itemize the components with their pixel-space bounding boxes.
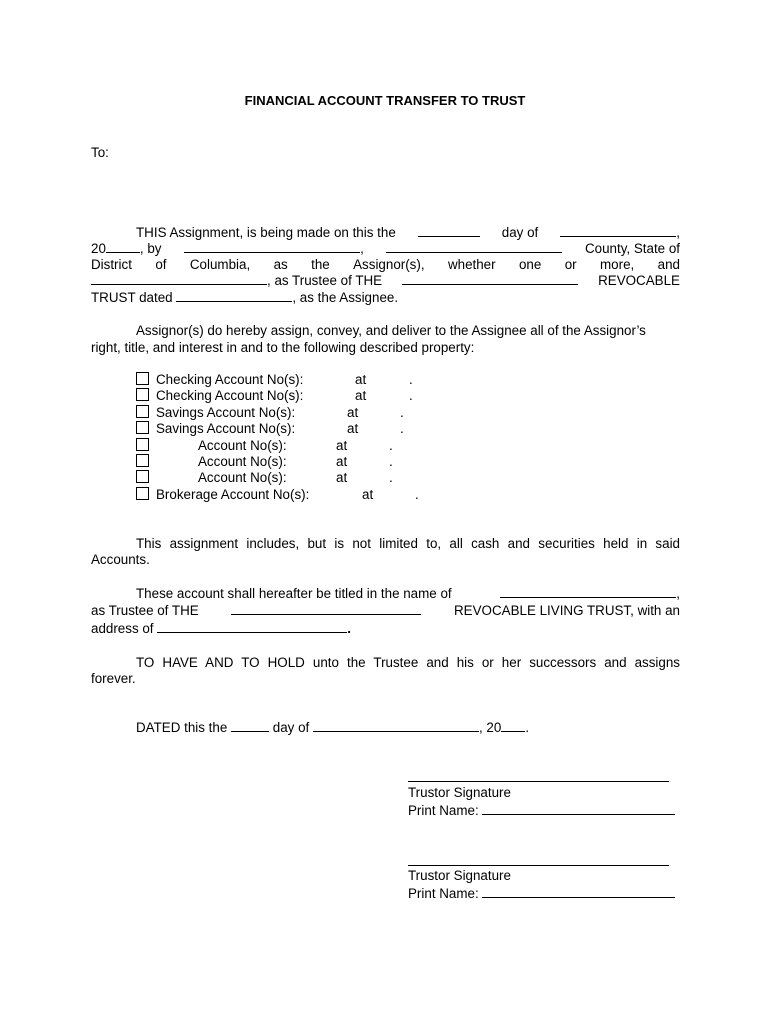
document-title: FINANCIAL ACCOUNT TRANSFER TO TRUST (244, 93, 526, 108)
print-name-1: Print Name: (408, 803, 675, 818)
assignment-line-4: , as Trustee of THE REVOCABLE (91, 273, 680, 288)
assignment-line-2: 20 , by , County, State of (91, 241, 680, 256)
account-label: Checking Account No(s): (156, 372, 304, 387)
dated-line: DATED this the day of , 20 . (136, 720, 530, 735)
month-blank[interactable] (560, 225, 676, 237)
print-name-blank-2[interactable] (482, 886, 675, 898)
signature-line-1[interactable] (408, 781, 669, 782)
assignment-line-1: THIS Assignment, is being made on this the day of , (136, 225, 680, 240)
habendum-line-2: forever. (91, 671, 136, 686)
checkbox-checking-1[interactable] (136, 372, 149, 385)
includes-para-line-1: This assignment includes, but is not limited to, all cash and securities held in said (136, 536, 680, 551)
signature-label-1: Trustor Signature (408, 785, 511, 800)
trust-name-blank[interactable] (402, 273, 578, 285)
checkbox-brokerage[interactable] (136, 487, 149, 500)
titled-line-1: These account shall hereafter be titled in the name of , (136, 586, 680, 601)
trust-name-blank-2[interactable] (231, 603, 421, 615)
title-name-blank[interactable] (500, 586, 676, 598)
titled-line-3: address of . (91, 621, 351, 636)
account-label: Brokerage Account No(s): (156, 487, 310, 502)
habendum-line-1: TO HAVE AND TO HOLD unto the Trustee and his or her successors and assigns (136, 655, 680, 670)
account-label: Savings Account No(s): (156, 405, 296, 420)
print-name-2: Print Name: (408, 886, 675, 901)
checkbox-account-2[interactable] (136, 454, 149, 467)
checkbox-savings-2[interactable] (136, 421, 149, 434)
account-label: Savings Account No(s): (156, 421, 296, 436)
titled-line-2: as Trustee of THE REVOCABLE LIVING TRUST, with an (91, 603, 680, 618)
account-label: Account No(s): (198, 454, 287, 469)
checkbox-account-1[interactable] (136, 438, 149, 451)
address-blank[interactable] (157, 621, 347, 633)
county-blank[interactable] (386, 241, 562, 253)
account-label: Checking Account No(s): (156, 388, 304, 403)
checkbox-savings-1[interactable] (136, 405, 149, 418)
trust-date-blank[interactable] (176, 290, 292, 302)
assignor-para-line-2: right, title, and interest in and to the following described property: (91, 340, 475, 355)
assignment-line-3: District of Columbia, as the Assignor(s), whether one or more, and (91, 257, 680, 272)
assignor-para-line-1: Assignor(s) do hereby assign, convey, and deliver to the Assignee all of the Assignor’s (136, 323, 646, 338)
dated-day-blank[interactable] (231, 720, 269, 732)
print-name-blank-1[interactable] (482, 803, 675, 815)
to-label: To: (91, 145, 109, 160)
trustee-name-blank[interactable] (91, 273, 267, 285)
dated-year-blank[interactable] (501, 720, 525, 732)
assignor-name-blank[interactable] (184, 241, 360, 253)
account-label: Account No(s): (198, 438, 287, 453)
dated-month-blank[interactable] (313, 720, 479, 732)
signature-line-2[interactable] (408, 865, 669, 866)
signature-label-2: Trustor Signature (408, 868, 511, 883)
day-blank[interactable] (418, 225, 480, 237)
year-blank[interactable] (106, 241, 140, 253)
checkbox-checking-2[interactable] (136, 388, 149, 401)
document-page: FINANCIAL ACCOUNT TRANSFER TO TRUST To: THIS Assignment, is being made on this the day of , 20 , by , County, State of District of Columbia, as the Assignor(s), whether one or more, and , as Trustee of THE REVOCABLE TRUST dated , as the Assignee. Assignor(s) do hereby assign, convey, and deliver to the Assignee all of the Assignor’s right, title, and interest in and to the following described property: Checking Account No(s): at . Checking Account No(s): at . Savings Account No(s): at . Savings Account No(s): at . Account No(s): at . Account No(s): at . Account No(s): at . Brokerage Account No(s): at . This assignment includes, but is not limited to, all cash and securities held in said Accounts. These account shall hereafter be titled in the name of , as Trustee of THE REVOCABLE LIVING TRUST, with an address of . TO HAVE AND TO HOLD unto the Trustee and his or her successors and assigns forever. DATED this the day of , 20 . Trustor Signature Print Name: Trustor Signature Print Name: (0, 0, 770, 1024)
assignment-line-5: TRUST dated , as the Assignee. (91, 290, 399, 305)
account-label: Account No(s): (198, 470, 287, 485)
includes-para-line-2: Accounts. (91, 552, 150, 567)
checkbox-account-3[interactable] (136, 470, 149, 483)
